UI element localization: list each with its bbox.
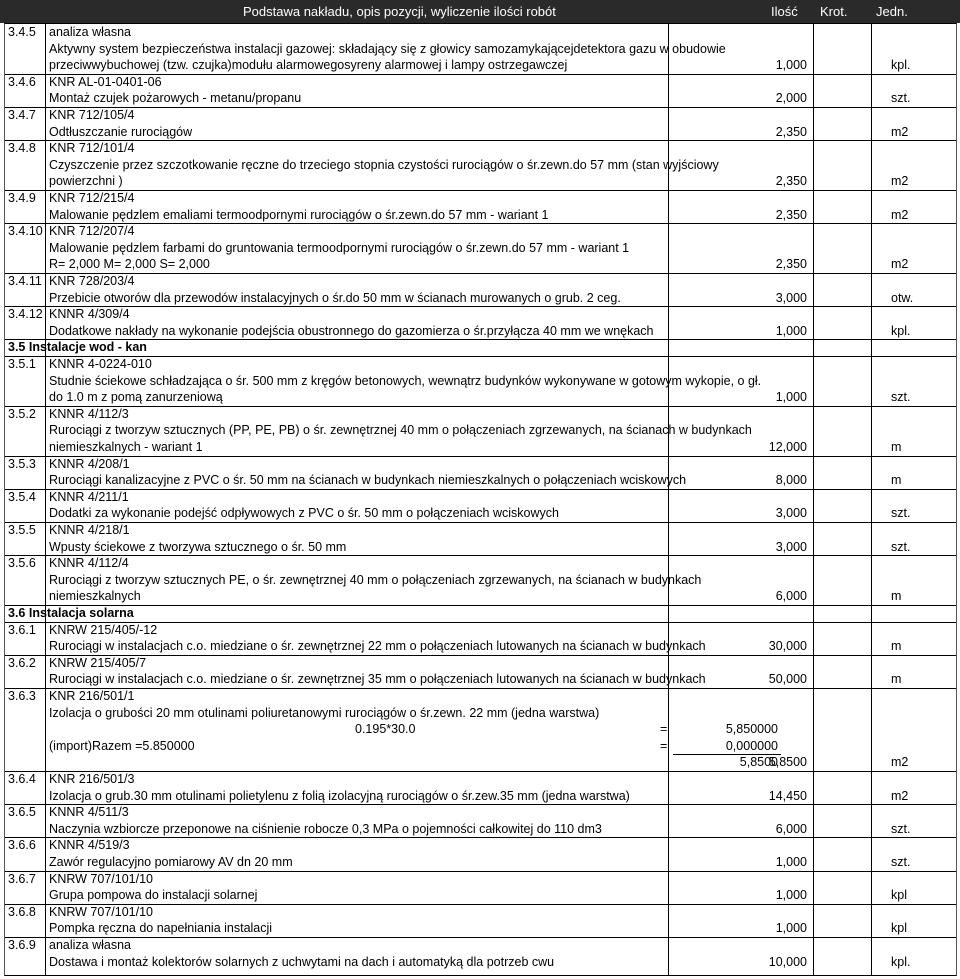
item-number: 3.4.10 xyxy=(8,224,43,239)
item-description: Dostawa i montaż kolektorów solarnych z uchwytami na dach i automatyką dla potrzeb cwu xyxy=(49,954,555,969)
quantity-value: 2,350 xyxy=(775,174,807,189)
item-description: Grupa pompowa do instalacji solarnej xyxy=(49,888,258,903)
item-description: Montaż czujek pożarowych - metanu/propanu xyxy=(49,91,302,106)
quantity-value: 1,000 xyxy=(775,58,807,73)
quantity-value: 6,000 xyxy=(775,821,807,836)
quantity-value: 3,000 xyxy=(775,290,807,305)
item-number: 3.6.2 xyxy=(8,655,36,670)
item-number: 3.5.6 xyxy=(8,556,36,571)
calc-value: 0,000000 xyxy=(725,738,778,753)
item-description: Izolacja o grub.30 mm otulinami polietylenu z folią izolacyjną rurociągów o śr.zew.35 mm (jedna warstwa) xyxy=(49,788,630,803)
item-description: Rurociągi w instalacjach c.o. miedziane o śr. zewnętrznej 22 mm o połączeniach lutowanych na ścianach w budynkach xyxy=(49,639,706,654)
section-heading: 3.5 Instalacje wod - kan xyxy=(8,340,147,355)
row-divider xyxy=(5,107,956,108)
norm-code: KNR 712/105/4 xyxy=(49,108,135,122)
item-number: 3.6.9 xyxy=(8,938,36,952)
unit-value: m xyxy=(891,639,902,654)
item-description: niemieszkalnych xyxy=(49,589,141,604)
quantity-value: 14,450 xyxy=(768,788,807,803)
item-number: 3.4.7 xyxy=(8,108,36,122)
item-description: Dodatki za wykonanie podejść odpływowych z PVC o śr. 50 mm o połączeniach wciskowych xyxy=(49,506,559,521)
row-divider xyxy=(5,190,956,191)
row-divider xyxy=(5,937,956,938)
norm-code: KNR 712/207/4 xyxy=(49,224,135,239)
norm-code: KNNR 4/511/3 xyxy=(49,805,129,820)
unit-value: szt. xyxy=(891,506,911,521)
item-number: 3.4.12 xyxy=(8,307,43,322)
quantity-value: 5,8500 xyxy=(768,755,807,770)
row-divider xyxy=(5,456,956,457)
unit-value: kpl. xyxy=(891,954,911,969)
cost-table xyxy=(4,23,957,976)
unit-value: m xyxy=(891,672,902,687)
item-number: 3.4.8 xyxy=(8,141,36,156)
quantity-value: 1,000 xyxy=(775,888,807,903)
row-divider xyxy=(5,140,956,141)
row-divider xyxy=(5,223,956,224)
unit-value: m2 xyxy=(891,788,909,803)
item-number: 3.5.1 xyxy=(8,357,36,371)
item-description: Malowanie pędzlem farbami do gruntowania termoodpornymi rurociągów o śr.zewn.do 57 mm - wariant 1 xyxy=(49,240,630,255)
item-number: 3.6.3 xyxy=(8,689,36,703)
calc-equals: = xyxy=(660,738,668,753)
item-description: Izolacja o grubości 20 mm otulinami poliuretanowymi rurociągów o śr.zewn. 22 mm (jedna warstwa) xyxy=(49,705,600,720)
item-description: do 1.0 m z pomą zanurzeniową xyxy=(49,390,223,405)
item-description: Dodatkowe nakłady na wykonanie podejścia obustronnego do gazomierza o śr.przyłącza 40 mm we wnękach xyxy=(49,323,654,338)
item-number: 3.6.5 xyxy=(8,805,36,820)
quantity-value: 1,000 xyxy=(775,921,807,936)
unit-value: szt. xyxy=(891,539,911,554)
calc-sum: 5,8500 xyxy=(739,755,778,770)
row-divider xyxy=(5,688,956,689)
unit-value: m2 xyxy=(891,755,909,770)
quantity-value: 1,000 xyxy=(775,390,807,405)
quantity-value: 12,000 xyxy=(768,440,807,454)
item-description: Czyszczenie przez szczotkowanie ręczne do trzeciego stopnia czystości rurociągów o śr.zewn.do 57 mm (stan wyjściowy xyxy=(49,157,719,172)
item-description: Rurociągi z tworzyw sztucznych PE, o śr. zewnętrznej 40 mm o połączeniach zgrzewanych, na ścianach w budynkach xyxy=(49,572,702,587)
item-description: Rurociągi z tworzyw sztucznych (PP, PE, PB) o śr. zewnętrznej 40 mm o połączeniach zgrzewanych, na ścianach w budynkach xyxy=(49,423,752,438)
item-description: Pompka ręczna do napełniania instalacji xyxy=(49,921,273,936)
norm-code: KNNR 4/309/4 xyxy=(49,307,130,322)
item-description: Zawór regulacyjno pomiarowy AV dn 20 mm xyxy=(49,855,293,869)
quantity-value: 1,000 xyxy=(775,323,807,338)
quantity-value: 2,350 xyxy=(775,124,807,139)
quantity-value: 10,000 xyxy=(768,954,807,969)
quantity-value: 2,350 xyxy=(775,257,807,272)
item-description: Przebicie otworów dla przewodów instalacyjnych o śr.do 50 mm w ścianach murowanych o grub. 2 ceg. xyxy=(49,290,621,305)
unit-value: m2 xyxy=(891,124,909,139)
item-description: Naczynia wzbiorcze przeponowe na ciśnienie robocze 0,3 MPa o pojemności całkowitej do 110 dm3 xyxy=(49,821,602,836)
item-description: Malowanie pędzlem emaliami termoodpornymi rurociągów o śr.zewn.do 57 mm - wariant 1 xyxy=(49,207,549,222)
unit-value: szt. xyxy=(891,390,911,405)
norm-code: analiza własna xyxy=(49,25,131,39)
column-divider xyxy=(871,24,872,975)
norm-code: analiza własna xyxy=(49,938,131,952)
norm-code: KNNR 4/112/4 xyxy=(49,556,129,571)
row-divider xyxy=(5,655,956,656)
unit-value: kpl. xyxy=(891,58,911,73)
quantity-value: 3,000 xyxy=(775,506,807,521)
calc-import: (import)Razem =5.850000 xyxy=(49,738,195,753)
norm-code: KNNR 4/218/1 xyxy=(49,523,130,537)
row-divider xyxy=(5,837,956,838)
row-divider xyxy=(5,339,956,340)
row-divider xyxy=(5,273,956,274)
section-heading: 3.6 Instalacja solarna xyxy=(8,606,134,620)
calc-equals: = xyxy=(660,722,668,737)
row-divider xyxy=(5,306,956,307)
quantity-value: 3,000 xyxy=(775,539,807,554)
unit-value: otw. xyxy=(891,290,914,305)
header-unit: Jedn. xyxy=(876,4,908,19)
row-divider xyxy=(5,804,956,805)
item-number: 3.5.2 xyxy=(8,406,36,421)
norm-code: KNNR 4-0224-010 xyxy=(49,357,152,371)
norm-code: KNRW 215/405/7 xyxy=(49,655,147,670)
unit-value: szt. xyxy=(891,855,911,869)
item-description: Odtłuszczanie rurociągów xyxy=(49,124,193,139)
unit-value: m2 xyxy=(891,257,909,272)
item-description: niemieszkalnych - wariant 1 xyxy=(49,440,203,454)
item-number: 3.6.6 xyxy=(8,838,36,853)
norm-code: KNNR 4/211/1 xyxy=(49,489,129,504)
norm-code: KNR 712/215/4 xyxy=(49,191,135,205)
quantity-value: 30,000 xyxy=(768,639,807,654)
quantity-value: 1,000 xyxy=(775,855,807,869)
norm-code: KNRW 707/101/10 xyxy=(49,904,153,919)
item-number: 3.6.8 xyxy=(8,904,36,919)
item-number: 3.5.4 xyxy=(8,489,36,504)
item-description: powierzchni ) xyxy=(49,174,123,189)
item-number: 3.6.1 xyxy=(8,622,36,637)
unit-value: szt. xyxy=(891,821,911,836)
quantity-value: 50,000 xyxy=(768,672,807,687)
item-number: 3.4.6 xyxy=(8,74,36,89)
unit-value: m2 xyxy=(891,174,909,189)
norm-code: KNRW 215/405/-12 xyxy=(49,622,158,637)
row-divider xyxy=(5,406,956,407)
header-description: Podstawa nakładu, opis pozycji, wyliczenie ilości robót xyxy=(243,4,556,19)
item-number: 3.5.3 xyxy=(8,456,36,471)
item-number: 3.6.7 xyxy=(8,871,36,886)
unit-value: m xyxy=(891,589,902,604)
norm-code: KNR AL-01-0401-06 xyxy=(49,74,162,89)
norm-code: KNR 216/501/3 xyxy=(49,772,135,786)
unit-value: m xyxy=(891,473,902,488)
item-description: Studnie ściekowe schładzająca o śr. 500 mm z kręgów betonowych, wewnątrz budynków wykonywane w gotowym wykopie, o gł. xyxy=(49,373,762,388)
item-description: Rurociągi w instalacjach c.o. miedziane o śr. zewnętrznej 35 mm o połączeniach lutowanych na ścianach w budynkach xyxy=(49,672,706,687)
table-header xyxy=(0,0,960,23)
item-description: R= 2,000 M= 2,000 S= 2,000 xyxy=(49,257,210,272)
quantity-value: 2,000 xyxy=(775,91,807,106)
norm-code: KNNR 4/112/3 xyxy=(49,406,129,421)
unit-value: kpl. xyxy=(891,323,911,338)
item-description: Rurociągi kanalizacyjne z PVC o śr. 50 mm na ścianach w budynkach niemieszkalnych o połączeniach wciskowych xyxy=(49,473,687,488)
unit-value: m xyxy=(891,440,902,454)
norm-code: KNR 216/501/1 xyxy=(49,689,135,703)
item-number: 3.4.11 xyxy=(8,274,42,288)
item-description: przeciwwybuchowej (tzw. czujka)modułu alarmowegosyreny alarmowej i lampy ostrzegawczej xyxy=(49,58,568,73)
norm-code: KNNR 4/519/3 xyxy=(49,838,130,853)
row-divider xyxy=(5,771,956,772)
unit-value: kpl xyxy=(891,888,907,903)
norm-code: KNR 728/203/4 xyxy=(49,274,135,288)
calc-formula: 0.195*30.0 xyxy=(355,722,416,737)
column-divider xyxy=(45,24,46,975)
item-number: 3.5.5 xyxy=(8,523,36,537)
quantity-value: 8,000 xyxy=(775,473,807,488)
norm-code: KNRW 707/101/10 xyxy=(49,871,153,886)
header-krot: Krot. xyxy=(820,4,848,19)
item-number: 3.6.4 xyxy=(8,772,36,786)
quantity-value: 2,350 xyxy=(775,207,807,222)
row-divider xyxy=(5,489,956,490)
row-divider xyxy=(5,555,956,556)
item-number: 3.4.5 xyxy=(8,25,36,39)
header-quantity: Ilość xyxy=(771,4,798,19)
row-divider xyxy=(5,605,956,606)
unit-value: szt. xyxy=(891,91,911,106)
item-number: 3.4.9 xyxy=(8,191,36,205)
norm-code: KNR 712/101/4 xyxy=(49,141,135,156)
unit-value: m2 xyxy=(891,207,909,222)
unit-value: kpl xyxy=(891,921,907,936)
row-divider xyxy=(5,522,956,523)
item-description: Aktywny system bezpieczeństwa instalacji gazowej: składający się z głowicy samozamykającejdetektora gazu w obudowie xyxy=(49,41,726,56)
item-description: Wpusty ściekowe z tworzywa sztucznego o śr. 50 mm xyxy=(49,539,347,554)
quantity-value: 6,000 xyxy=(775,589,807,604)
norm-code: KNNR 4/208/1 xyxy=(49,456,130,471)
column-divider xyxy=(813,24,814,975)
calc-value: 5,850000 xyxy=(725,722,778,737)
